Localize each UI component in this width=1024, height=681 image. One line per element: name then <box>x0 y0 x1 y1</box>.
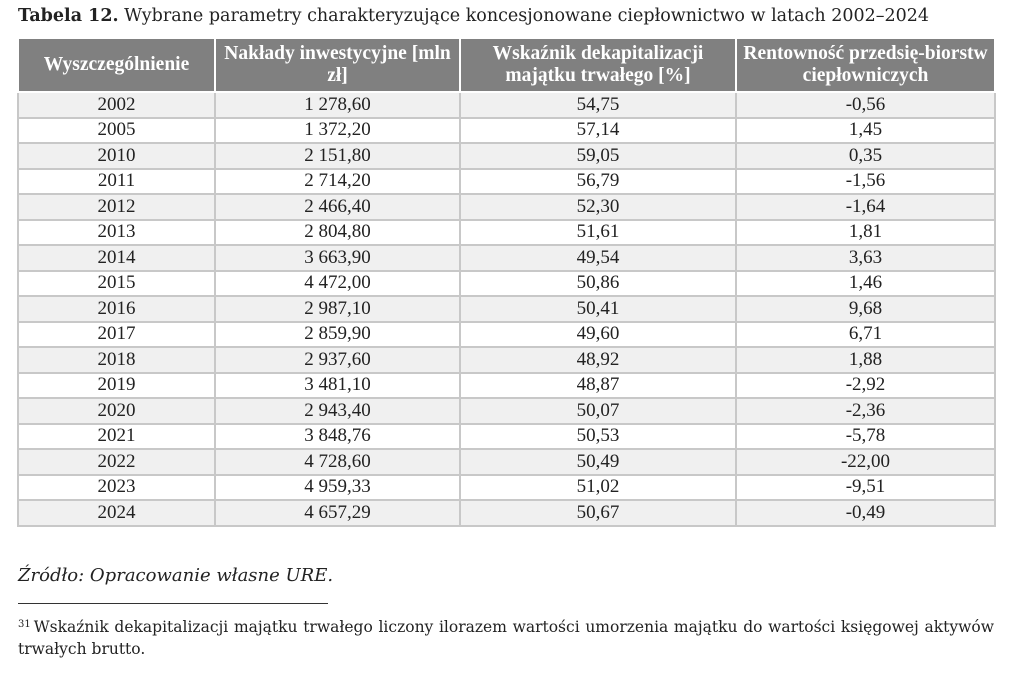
table-row <box>18 373 995 399</box>
footnote-text: Wskaźnik dekapitalizacji majątku trwałego liczony ilorazem wartości umorzenia majątku do wartości księgowej aktywów trwałych brutto. <box>18 618 994 658</box>
profitability-cell: -0,56 <box>736 92 995 118</box>
decapitalization-cell: 50,67 <box>460 500 736 526</box>
table-row <box>18 398 995 424</box>
header-profitability: Rentowność przedsię-biorstw ciepłowniczych <box>736 38 995 92</box>
table-row <box>18 424 995 450</box>
investment-cell: 2 466,40 <box>215 194 460 220</box>
profitability-cell: 1,46 <box>736 271 995 297</box>
table-row <box>18 245 995 271</box>
footnote <box>18 614 994 660</box>
investment-cell: 2 987,10 <box>215 296 460 322</box>
year-cell: 2022 <box>18 449 215 475</box>
decapitalization-cell: 57,14 <box>460 118 736 144</box>
decapitalization-cell: 54,75 <box>460 92 736 118</box>
footnote-divider <box>18 603 328 604</box>
decapitalization-cell: 48,87 <box>460 373 736 399</box>
header-specification: Wyszczególnienie <box>18 38 215 92</box>
table-row <box>18 92 995 118</box>
profitability-cell: 6,71 <box>736 322 995 348</box>
profitability-cell: -2,92 <box>736 373 995 399</box>
profitability-cell: -1,64 <box>736 194 995 220</box>
table-row <box>18 220 995 246</box>
year-cell: 2023 <box>18 475 215 501</box>
decapitalization-cell: 50,07 <box>460 398 736 424</box>
table-row <box>18 194 995 220</box>
table-caption-text: Wybrane parametry charakteryzujące koncesjonowane ciepłownictwo w latach 2002–2024 <box>118 6 930 26</box>
footnote-marker: 31 <box>18 619 31 630</box>
table-row <box>18 347 995 373</box>
investment-cell: 3 848,76 <box>215 424 460 450</box>
decapitalization-cell: 59,05 <box>460 143 736 169</box>
table-row <box>18 143 995 169</box>
investment-cell: 2 804,80 <box>215 220 460 246</box>
year-cell: 2012 <box>18 194 215 220</box>
investment-cell: 3 481,10 <box>215 373 460 399</box>
year-cell: 2011 <box>18 169 215 195</box>
investment-cell: 2 937,60 <box>215 347 460 373</box>
profitability-cell: 1,81 <box>736 220 995 246</box>
decapitalization-cell: 48,92 <box>460 347 736 373</box>
decapitalization-cell: 49,60 <box>460 322 736 348</box>
profitability-cell: -2,36 <box>736 398 995 424</box>
investment-cell: 2 943,40 <box>215 398 460 424</box>
decapitalization-cell: 56,79 <box>460 169 736 195</box>
table-body <box>18 92 995 526</box>
decapitalization-cell: 51,02 <box>460 475 736 501</box>
decapitalization-cell: 51,61 <box>460 220 736 246</box>
decapitalization-cell: 52,30 <box>460 194 736 220</box>
header-decapitalization: Wskaźnik dekapitalizacji majątku trwałego [%] <box>460 38 736 92</box>
investment-cell: 4 657,29 <box>215 500 460 526</box>
year-cell: 2020 <box>18 398 215 424</box>
table-row <box>18 118 995 144</box>
profitability-cell: -22,00 <box>736 449 995 475</box>
year-cell: 2005 <box>18 118 215 144</box>
investment-cell: 1 278,60 <box>215 92 460 118</box>
decapitalization-cell: 49,54 <box>460 245 736 271</box>
table-row <box>18 169 995 195</box>
table-row <box>18 449 995 475</box>
year-cell: 2010 <box>18 143 215 169</box>
parameters-table <box>17 37 996 527</box>
table-row <box>18 500 995 526</box>
year-cell: 2014 <box>18 245 215 271</box>
investment-cell: 1 372,20 <box>215 118 460 144</box>
decapitalization-cell: 50,86 <box>460 271 736 297</box>
investment-cell: 4 472,00 <box>215 271 460 297</box>
year-cell: 2015 <box>18 271 215 297</box>
year-cell: 2002 <box>18 92 215 118</box>
year-cell: 2019 <box>18 373 215 399</box>
decapitalization-cell: 50,41 <box>460 296 736 322</box>
year-cell: 2021 <box>18 424 215 450</box>
investment-cell: 2 151,80 <box>215 143 460 169</box>
table-caption-label: Tabela 12. <box>18 6 119 26</box>
table-row <box>18 475 995 501</box>
investment-cell: 2 714,20 <box>215 169 460 195</box>
table-row <box>18 271 995 297</box>
investment-cell: 4 728,60 <box>215 449 460 475</box>
profitability-cell: 0,35 <box>736 143 995 169</box>
year-cell: 2024 <box>18 500 215 526</box>
table-row <box>18 322 995 348</box>
profitability-cell: -5,78 <box>736 424 995 450</box>
header-investment: Nakłady inwestycyjne [mln zł] <box>215 38 460 92</box>
profitability-cell: 1,88 <box>736 347 995 373</box>
year-cell: 2013 <box>18 220 215 246</box>
investment-cell: 2 859,90 <box>215 322 460 348</box>
profitability-cell: -9,51 <box>736 475 995 501</box>
decapitalization-cell: 50,53 <box>460 424 736 450</box>
investment-cell: 3 663,90 <box>215 245 460 271</box>
profitability-cell: -1,56 <box>736 169 995 195</box>
year-cell: 2018 <box>18 347 215 373</box>
decapitalization-cell: 50,49 <box>460 449 736 475</box>
year-cell: 2016 <box>18 296 215 322</box>
table-row <box>18 296 995 322</box>
investment-cell: 4 959,33 <box>215 475 460 501</box>
year-cell: 2017 <box>18 322 215 348</box>
profitability-cell: -0,49 <box>736 500 995 526</box>
profitability-cell: 1,45 <box>736 118 995 144</box>
source-note: Źródło: Opracowanie własne URE. <box>18 565 334 586</box>
profitability-cell: 9,68 <box>736 296 995 322</box>
profitability-cell: 3,63 <box>736 245 995 271</box>
table-caption <box>18 6 1008 26</box>
table-header-row <box>18 38 995 92</box>
